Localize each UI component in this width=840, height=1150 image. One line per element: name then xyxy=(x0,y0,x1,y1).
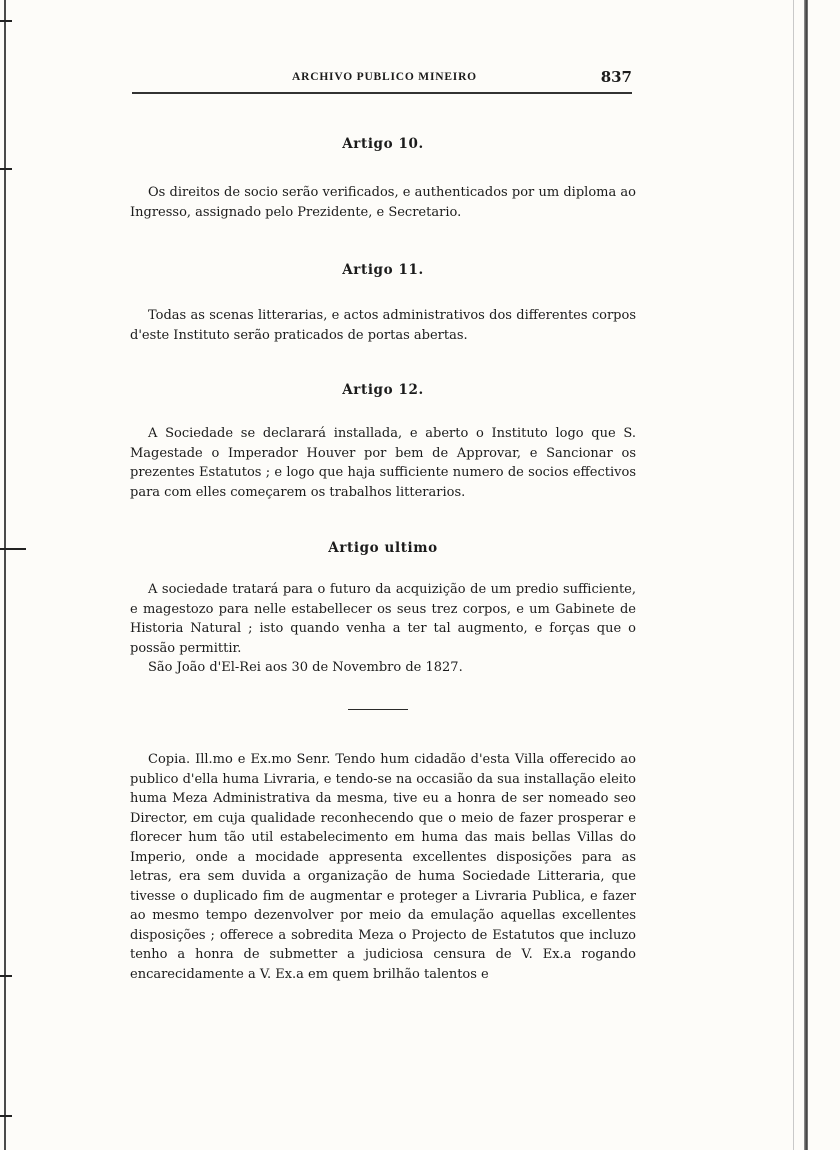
scan-mark xyxy=(0,1115,12,1117)
scan-mark xyxy=(0,168,12,170)
article-heading: Artigo 11. xyxy=(342,262,424,278)
scan-mark xyxy=(0,20,12,22)
running-title: ARCHIVO PUBLICO MINEIRO xyxy=(292,71,477,83)
scan-right-edge xyxy=(804,0,808,1150)
paragraph: Os direitos de socio serão verificados, e authenticados por um diploma ao Ingresso, assignado pelo Prezidente, e Secretario. xyxy=(130,185,636,220)
paragraph: A Sociedade se declarará installada, e aberto o Instituto logo que S. Magestade o Imperador Houver por bem de Approvar, e Sancionar os prezentes Estatutos ; e logo que haja sufficiente numero de socios effectivos para com elles começarem os trabalhos litterarios. xyxy=(130,426,636,500)
article-heading: Artigo 10. xyxy=(342,136,424,152)
paragraph: A sociedade tratará para o futuro da acquizição de um predio sufficiente, e magestozo para nelle estabellecer os seus trez corpos, e um Gabinete de Historia Natural ; isto quando venha a ter tal augmento, e forças que o possão permittir. xyxy=(130,582,636,656)
scan-left-edge xyxy=(4,0,6,1150)
section-divider xyxy=(348,709,408,710)
scan-mark xyxy=(0,548,26,550)
scan-right-edge-line xyxy=(793,0,794,1150)
article-text xyxy=(130,306,636,345)
scan-mark xyxy=(0,975,12,977)
dateline: São João d'El-Rei aos 30 de Novembro de 1827. xyxy=(148,660,463,675)
paragraph: Copia. Ill.mo e Ex.mo Senr. Tendo hum cidadão d'esta Villa offerecido ao publico d'ella huma Livraria, e tendo-se na occasião da sua installação eleito huma Meza Administrativa da mesma, tive eu a honra de ser nomeado seo Director, em cuja qualidade reconhecendo que o meio de fazer prosperar e florecer hum tão util estabelecimento em huma das mais bellas Villas do Imperio, onde a mocidade appresenta excellentes disposições para as letras, era sem duvida a organização de huma Sociedade Litteraria, que tivesse o duplicado fim de augmentar e proteger a Livraria Publica, e fazer ao mesmo tempo dezenvolver por meio da emulação aquellas excellentes disposições ; offerece a sobredita Meza o Projecto de Estatutos que incluzo tenho a honra de submetter a judiciosa censura de V. Ex.a rogando encarecidamente a V. Ex.a em quem brilhão talentos e xyxy=(130,752,637,982)
page-header xyxy=(132,64,632,94)
paragraph: Todas as scenas litterarias, e actos administrativos dos differentes corpos d'este Instituto serão praticados de portas abertas. xyxy=(130,308,636,343)
letter-text xyxy=(130,750,636,984)
article-text xyxy=(130,183,636,222)
article-text xyxy=(130,580,636,678)
article-text xyxy=(130,424,636,502)
article-heading: Artigo ultimo xyxy=(328,540,438,556)
page-number: 837 xyxy=(600,68,632,86)
article-heading: Artigo 12. xyxy=(342,382,424,398)
